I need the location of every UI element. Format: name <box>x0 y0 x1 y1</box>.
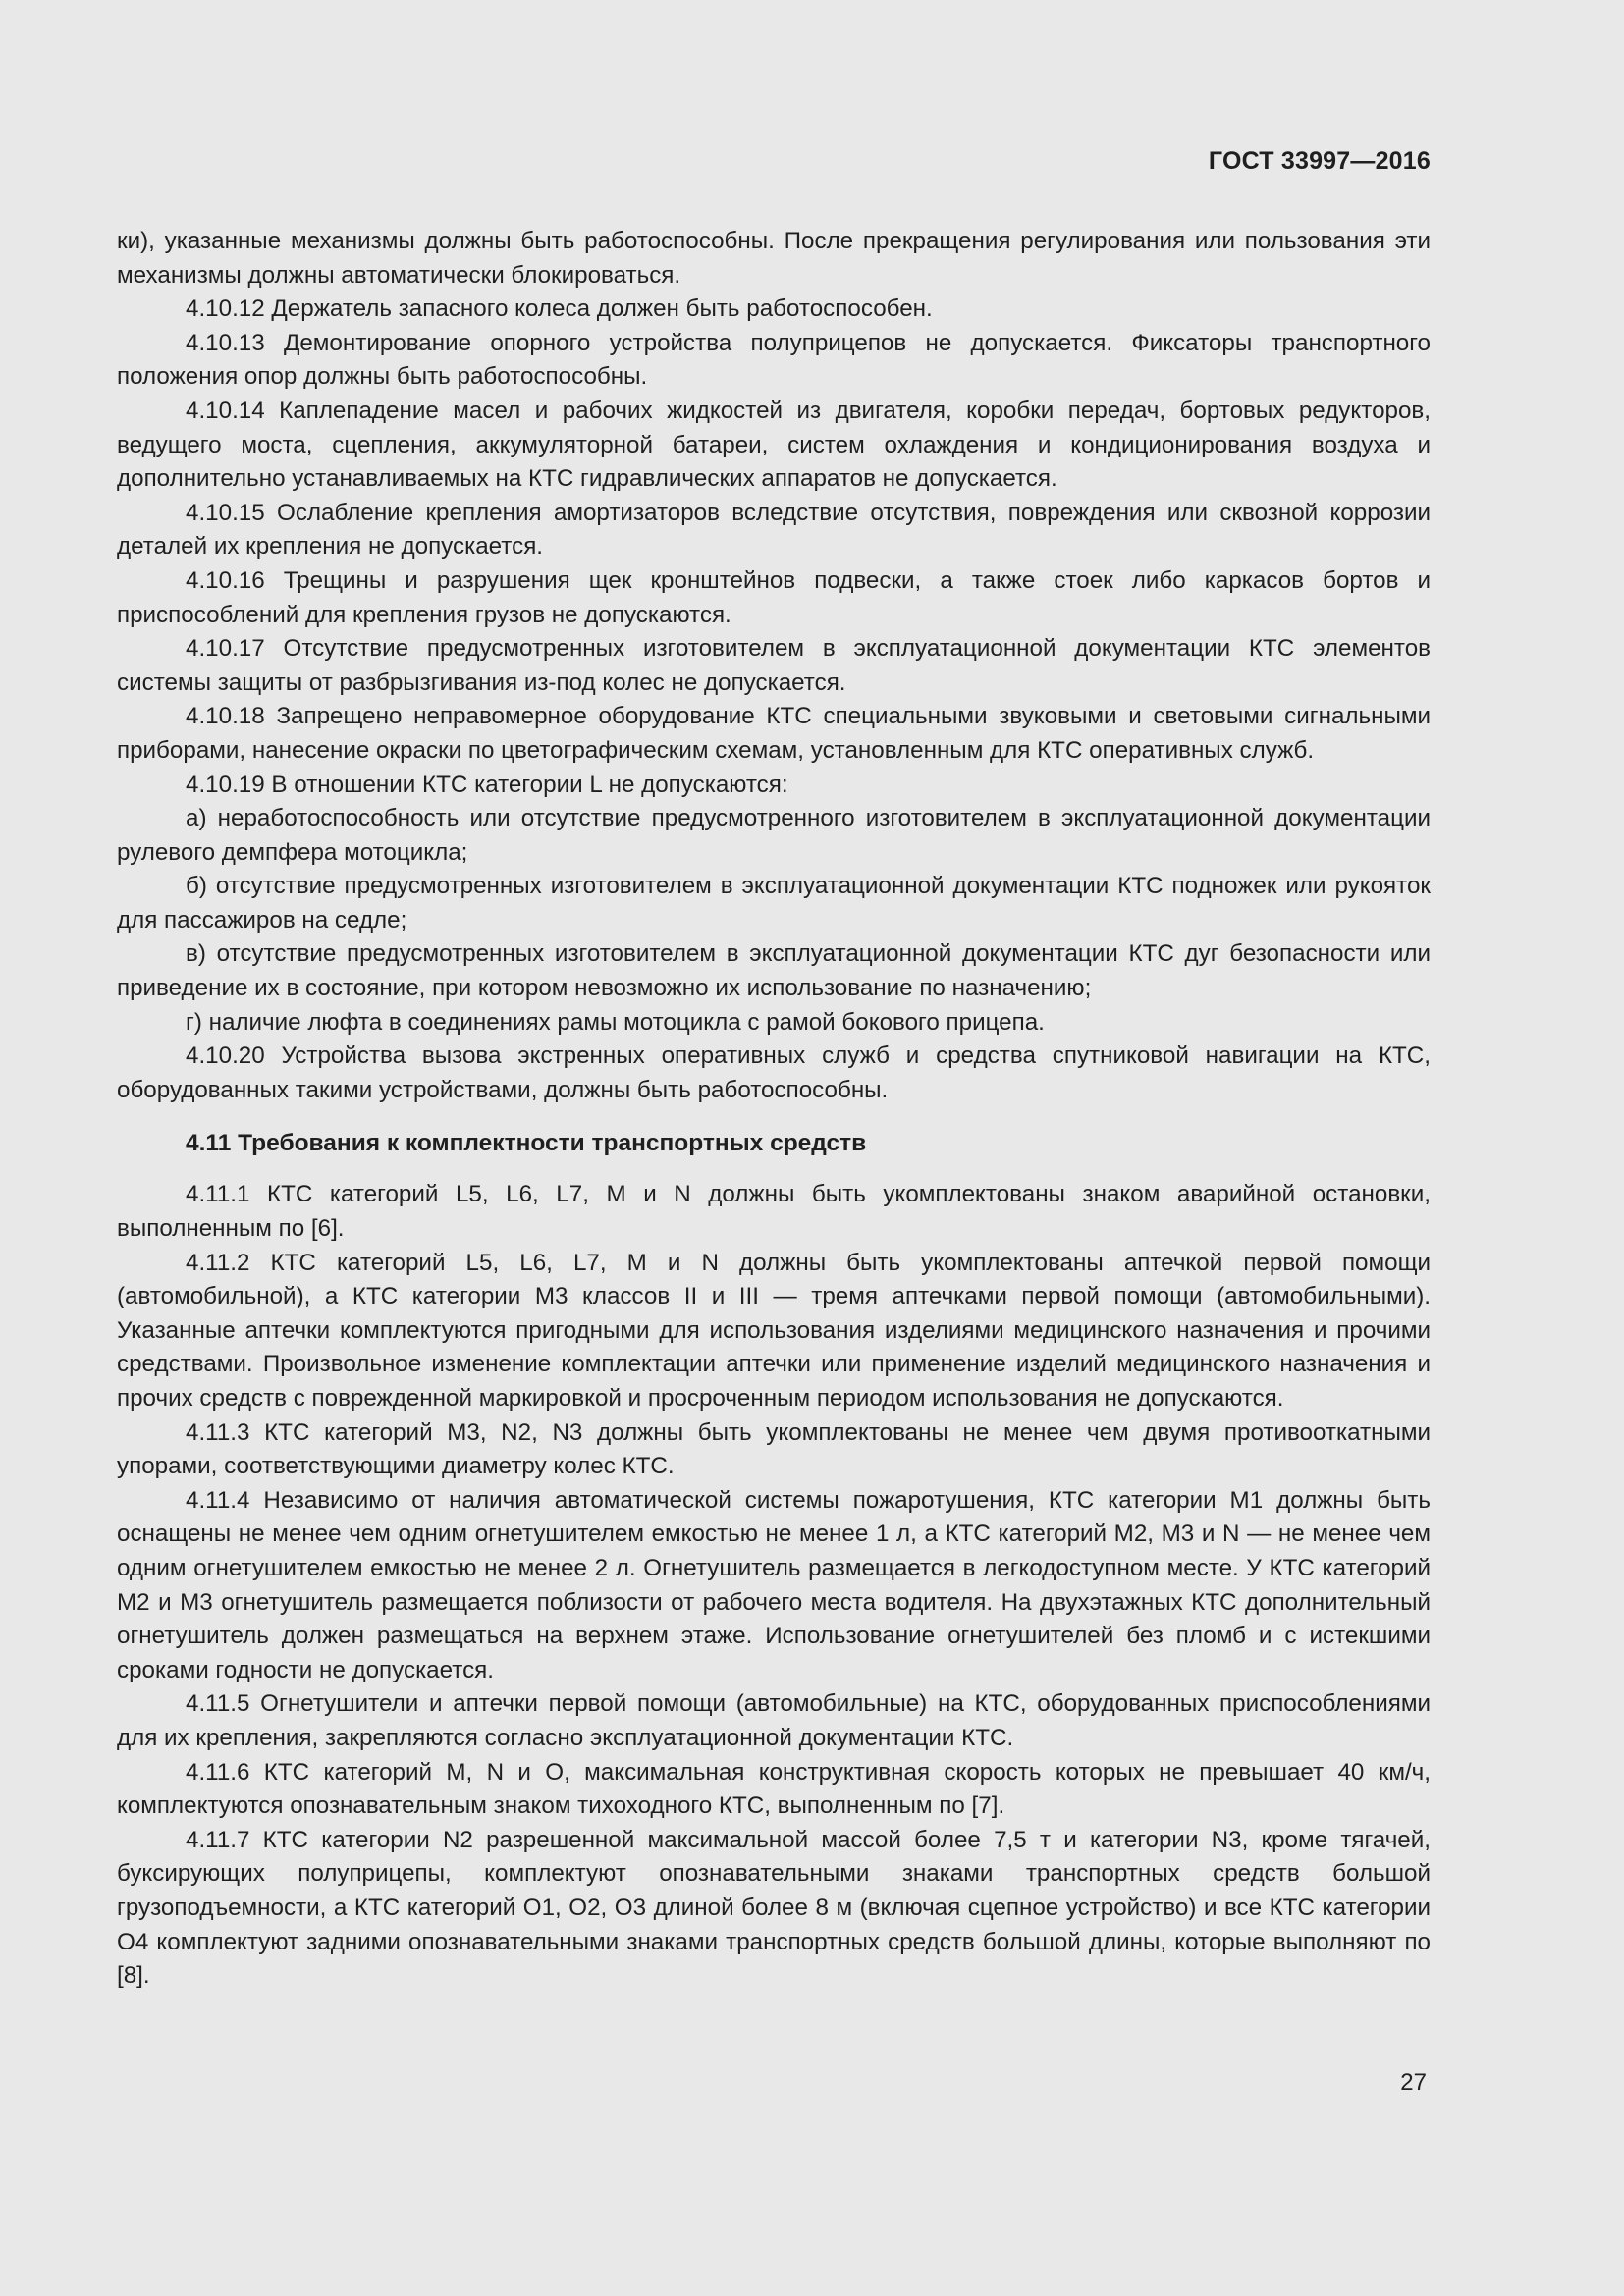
clause-4-11-4: 4.11.4 Независимо от наличия автоматической системы пожаротушения, КТС категории M1 должны быть оснащены не менее чем одним огнетушителем емкостью не менее 1 л, а КТС категорий M2, M3 и N — не менее чем одним огнетушителем емкостью не менее 2 л. Огнетушитель размещается в легкодоступном месте. У КТС категорий M2 и M3 огнетушитель размещается поблизости от рабочего места водителя. На двухэтажных КТС дополнительный огнетушитель должен размещаться на верхнем этаже. Использование огнетушителей без пломб и с истекшими сроками годности не допускается. <box>117 1486 1431 1683</box>
clause-4-11-6: 4.11.6 КТС категорий M, N и O, максимальная конструктивная скорость которых не превышает 40 км/ч, комплектуются опознавательным знаком тихоходного КТС, выполненным по [7]. <box>117 1758 1431 1820</box>
clause-4-10-20: 4.10.20 Устройства вызова экстренных оперативных служб и средства спутниковой навигации на КТС, оборудованных такими устройствами, должны быть работоспособны. <box>117 1042 1431 1103</box>
clause-4-11-1: 4.11.1 КТС категорий L5, L6, L7, M и N должны быть укомплектованы знаком аварийной остановки, выполненным по [6]. <box>117 1181 1431 1243</box>
clause-4-10-16: 4.10.16 Трещины и разрушения щек кронштейнов подвески, а также стоек либо каркасов бортов и приспособлений для крепления грузов не допускаются. <box>117 566 1431 628</box>
clause-4-10-15: 4.10.15 Ослабление крепления амортизаторов вследствие отсутствия, повреждения или сквозной коррозии деталей их крепления не допускается. <box>117 499 1431 561</box>
clause-4-11-7: 4.11.7 КТС категории N2 разрешенной максимальной массой более 7,5 т и категории N3, кроме тягачей, буксирующих полуприцепы, комплектуют опознавательными знаками транспортных средств большой грузоподъемности, а КТС категорий O1, O2, O3 длиной более 8 м (включая сцепное устройство) и все КТС категории O4 комплектуют задними опознавательными знаками транспортных средств большой длины, которые выполняют по [8]. <box>117 1826 1431 1990</box>
list-item-v: в) отсутствие предусмотренных изготовителем в эксплуатационной документации КТС дуг безопасности или приведение их в состояние, при котором невозможно их использование по назначению; <box>117 940 1431 1002</box>
clause-4-10-12: 4.10.12 Держатель запасного колеса должен быть работоспособен. <box>186 295 933 323</box>
list-item-a: а) неработоспособность или отсутствие предусмотренного изготовителем в эксплуатационной документации рулевого демпфера мотоцикла; <box>117 805 1431 866</box>
document-body <box>117 225 1431 1994</box>
page-number: 27 <box>1400 2069 1427 2096</box>
document-standard-number: ГОСТ 33997—2016 <box>1208 147 1431 175</box>
clause-4-11-2: 4.11.2 КТС категорий L5, L6, L7, M и N должны быть укомплектованы аптечкой первой помощи (автомобильной), а КТС категории M3 классов II и III — тремя аптечками первой помощи (автомобильными). Указанные аптечки комплектуются пригодными для использования изделиями медицинского назначения и прочими средствами. Произвольное изменение комплектации аптечки или применение изделий медицинского назначения и прочих средств с поврежденной маркировкой и просроченным периодом использования не допускаются. <box>117 1249 1431 1412</box>
clause-4-10-17: 4.10.17 Отсутствие предусмотренных изготовителем в эксплуатационной документации КТС элементов системы защиты от разбрызгивания из-под колес не допускается. <box>117 635 1431 696</box>
clause-4-10-14: 4.10.14 Каплепадение масел и рабочих жидкостей из двигателя, коробки передач, бортовых редукторов, ведущего моста, сцепления, аккумуляторной батареи, систем охлаждения и кондиционирования воздуха и дополнительно устанавливаемых на КТС гидравлических аппаратов не допускается. <box>117 397 1431 493</box>
section-heading-4-11: 4.11 Требования к комплектности транспортных средств <box>186 1130 867 1157</box>
clause-4-11-3: 4.11.3 КТС категорий M3, N2, N3 должны быть укомплектованы не менее чем двумя противооткатными упорами, соответствующими диаметру колес КТС. <box>117 1418 1431 1480</box>
clause-4-11-5: 4.11.5 Огнетушители и аптечки первой помощи (автомобильные) на КТС, оборудованных приспособлениями для их крепления, закрепляются согласно эксплуатационной документации КТС. <box>117 1690 1431 1751</box>
clause-4-10-18: 4.10.18 Запрещено неправомерное оборудование КТС специальными звуковыми и световыми сигнальными приборами, нанесение окраски по цветографическим схемам, установленным для КТС оперативных служб. <box>117 703 1431 764</box>
clause-4-10-13: 4.10.13 Демонтирование опорного устройства полуприцепов не допускается. Фиксаторы транспортного положения опор должны быть работоспособны. <box>117 329 1431 391</box>
clause-4-10-19: 4.10.19 В отношении КТС категории L не допускаются: <box>186 771 788 798</box>
paragraph-continuation: ки), указанные механизмы должны быть работоспособны. После прекращения регулирования или пользования эти механизмы должны автоматически блокироваться. <box>117 228 1431 289</box>
list-item-b: б) отсутствие предусмотренных изготовителем в эксплуатационной документации КТС подножек или рукояток для пассажиров на седле; <box>117 873 1431 934</box>
list-item-g: г) наличие люфта в соединениях рамы мотоцикла с рамой бокового прицепа. <box>186 1008 1045 1036</box>
